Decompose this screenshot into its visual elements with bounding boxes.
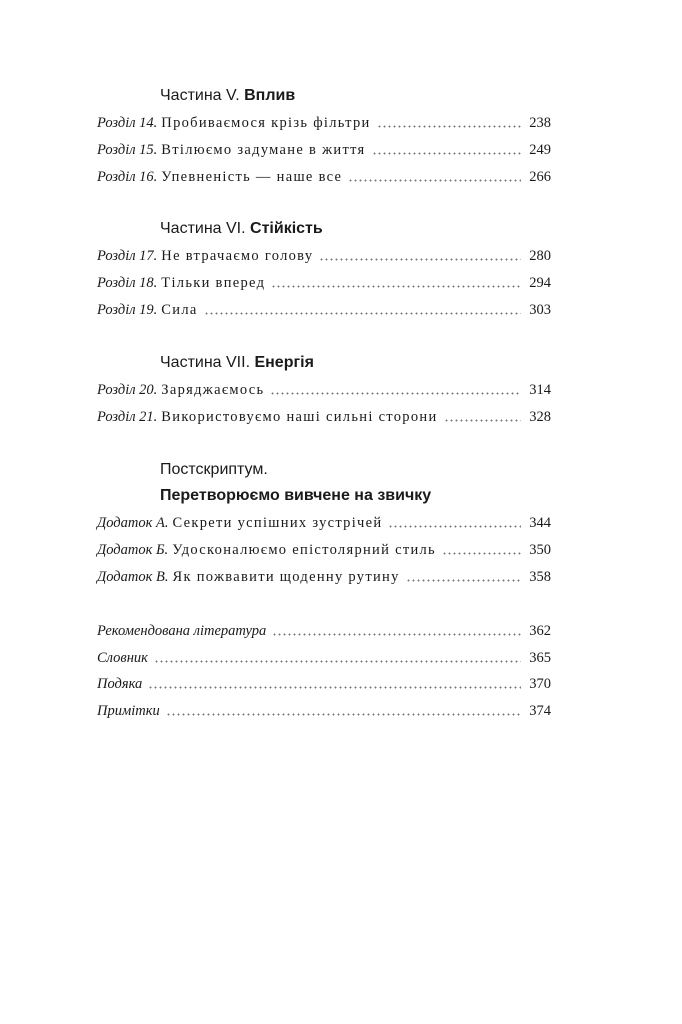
- entry-label: Подяка: [97, 676, 143, 692]
- entry-label: Розділ 20.: [97, 382, 158, 398]
- part-name: Стійкість: [250, 220, 323, 237]
- part-prefix: Частина VII.: [160, 354, 251, 371]
- entry-label: Додаток А.: [97, 515, 169, 531]
- toc-entry[interactable]: [97, 167, 551, 187]
- dot-leader: [388, 525, 521, 528]
- entry-label: Розділ 17.: [97, 248, 158, 264]
- dot-leader: [148, 686, 521, 689]
- entry-title: Удосконалюємо епістолярний стиль: [172, 542, 436, 558]
- toc-entry[interactable]: [97, 701, 551, 721]
- dot-leader: [154, 660, 521, 663]
- entry-title: Тільки вперед: [161, 275, 266, 291]
- entry-page: 358: [529, 569, 551, 585]
- entry-page: 238: [529, 115, 551, 131]
- entry-title: Секрети успішних зустрічей: [172, 515, 383, 531]
- part-heading: [160, 86, 295, 106]
- dot-leader: [444, 419, 521, 422]
- part-name: Вплив: [244, 87, 296, 104]
- entry-page: 365: [529, 650, 551, 666]
- toc-entry[interactable]: [97, 540, 551, 560]
- entry-title: Як пожвавити щоденну рутину: [172, 569, 400, 585]
- dot-leader: [272, 633, 521, 636]
- postscript-heading: Постскриптум.: [160, 461, 268, 478]
- part-heading: [160, 353, 314, 373]
- entry-title: Пробиваємося крізь фільтри: [161, 115, 371, 131]
- dot-leader: [319, 258, 521, 261]
- entry-label: Розділ 14.: [97, 115, 158, 131]
- dot-leader: [270, 392, 521, 395]
- entry-label: Розділ 21.: [97, 409, 158, 425]
- entry-title: Не втрачаємо голову: [161, 248, 314, 264]
- entry-page: 266: [529, 169, 551, 185]
- entry-page: 370: [529, 676, 551, 692]
- entry-page: 249: [529, 142, 551, 158]
- entry-label: Розділ 18.: [97, 275, 158, 291]
- dot-leader: [166, 713, 521, 716]
- toc-entry[interactable]: [97, 113, 551, 133]
- entry-label: Розділ 19.: [97, 302, 158, 318]
- toc-entry[interactable]: [97, 273, 551, 293]
- part-prefix: Частина V.: [160, 87, 240, 104]
- dot-leader: [271, 285, 521, 288]
- entry-page: 350: [529, 542, 551, 558]
- toc-entry[interactable]: [97, 140, 551, 160]
- entry-page: 362: [529, 623, 551, 639]
- dot-leader: [377, 125, 521, 128]
- entry-page: 280: [529, 248, 551, 264]
- entry-label: Додаток Б.: [97, 542, 169, 558]
- part-name: Енергія: [254, 354, 314, 371]
- entry-title: Втілюємо задумане в життя: [161, 142, 366, 158]
- entry-page: 344: [529, 515, 551, 531]
- entry-label: Розділ 16.: [97, 169, 158, 185]
- postscript-subheading: Перетворюємо вивчене на звичку: [160, 487, 432, 504]
- entry-title: Заряджаємось: [161, 382, 265, 398]
- entry-page: 328: [529, 409, 551, 425]
- entry-label: Рекомендована література: [97, 623, 267, 639]
- part-heading: [160, 219, 323, 239]
- toc-entry[interactable]: [97, 674, 551, 694]
- toc-entry[interactable]: [97, 621, 551, 641]
- entry-page: 303: [529, 302, 551, 318]
- dot-leader: [372, 152, 521, 155]
- entry-label: Примітки: [97, 703, 160, 719]
- entry-label: Додаток В.: [97, 569, 169, 585]
- toc-entry[interactable]: [97, 407, 551, 427]
- dot-leader: [442, 552, 521, 555]
- entry-title: Сила: [161, 302, 198, 318]
- toc-entry[interactable]: [97, 246, 551, 266]
- entry-title: Упевненість — наше все: [161, 169, 343, 185]
- toc-entry[interactable]: [97, 300, 551, 320]
- toc-entry[interactable]: [97, 648, 551, 668]
- dot-leader: [204, 312, 521, 315]
- entry-page: 314: [529, 382, 551, 398]
- toc-entry[interactable]: [97, 380, 551, 400]
- entry-page: 374: [529, 703, 551, 719]
- entry-title: Використовуємо наші сильні сторони: [161, 409, 438, 425]
- entry-label: Словник: [97, 650, 148, 666]
- toc-entry[interactable]: [97, 513, 551, 533]
- dot-leader: [406, 579, 521, 582]
- dot-leader: [348, 179, 521, 182]
- toc-entry[interactable]: [97, 567, 551, 587]
- entry-label: Розділ 15.: [97, 142, 158, 158]
- entry-page: 294: [529, 275, 551, 291]
- part-prefix: Частина VI.: [160, 220, 246, 237]
